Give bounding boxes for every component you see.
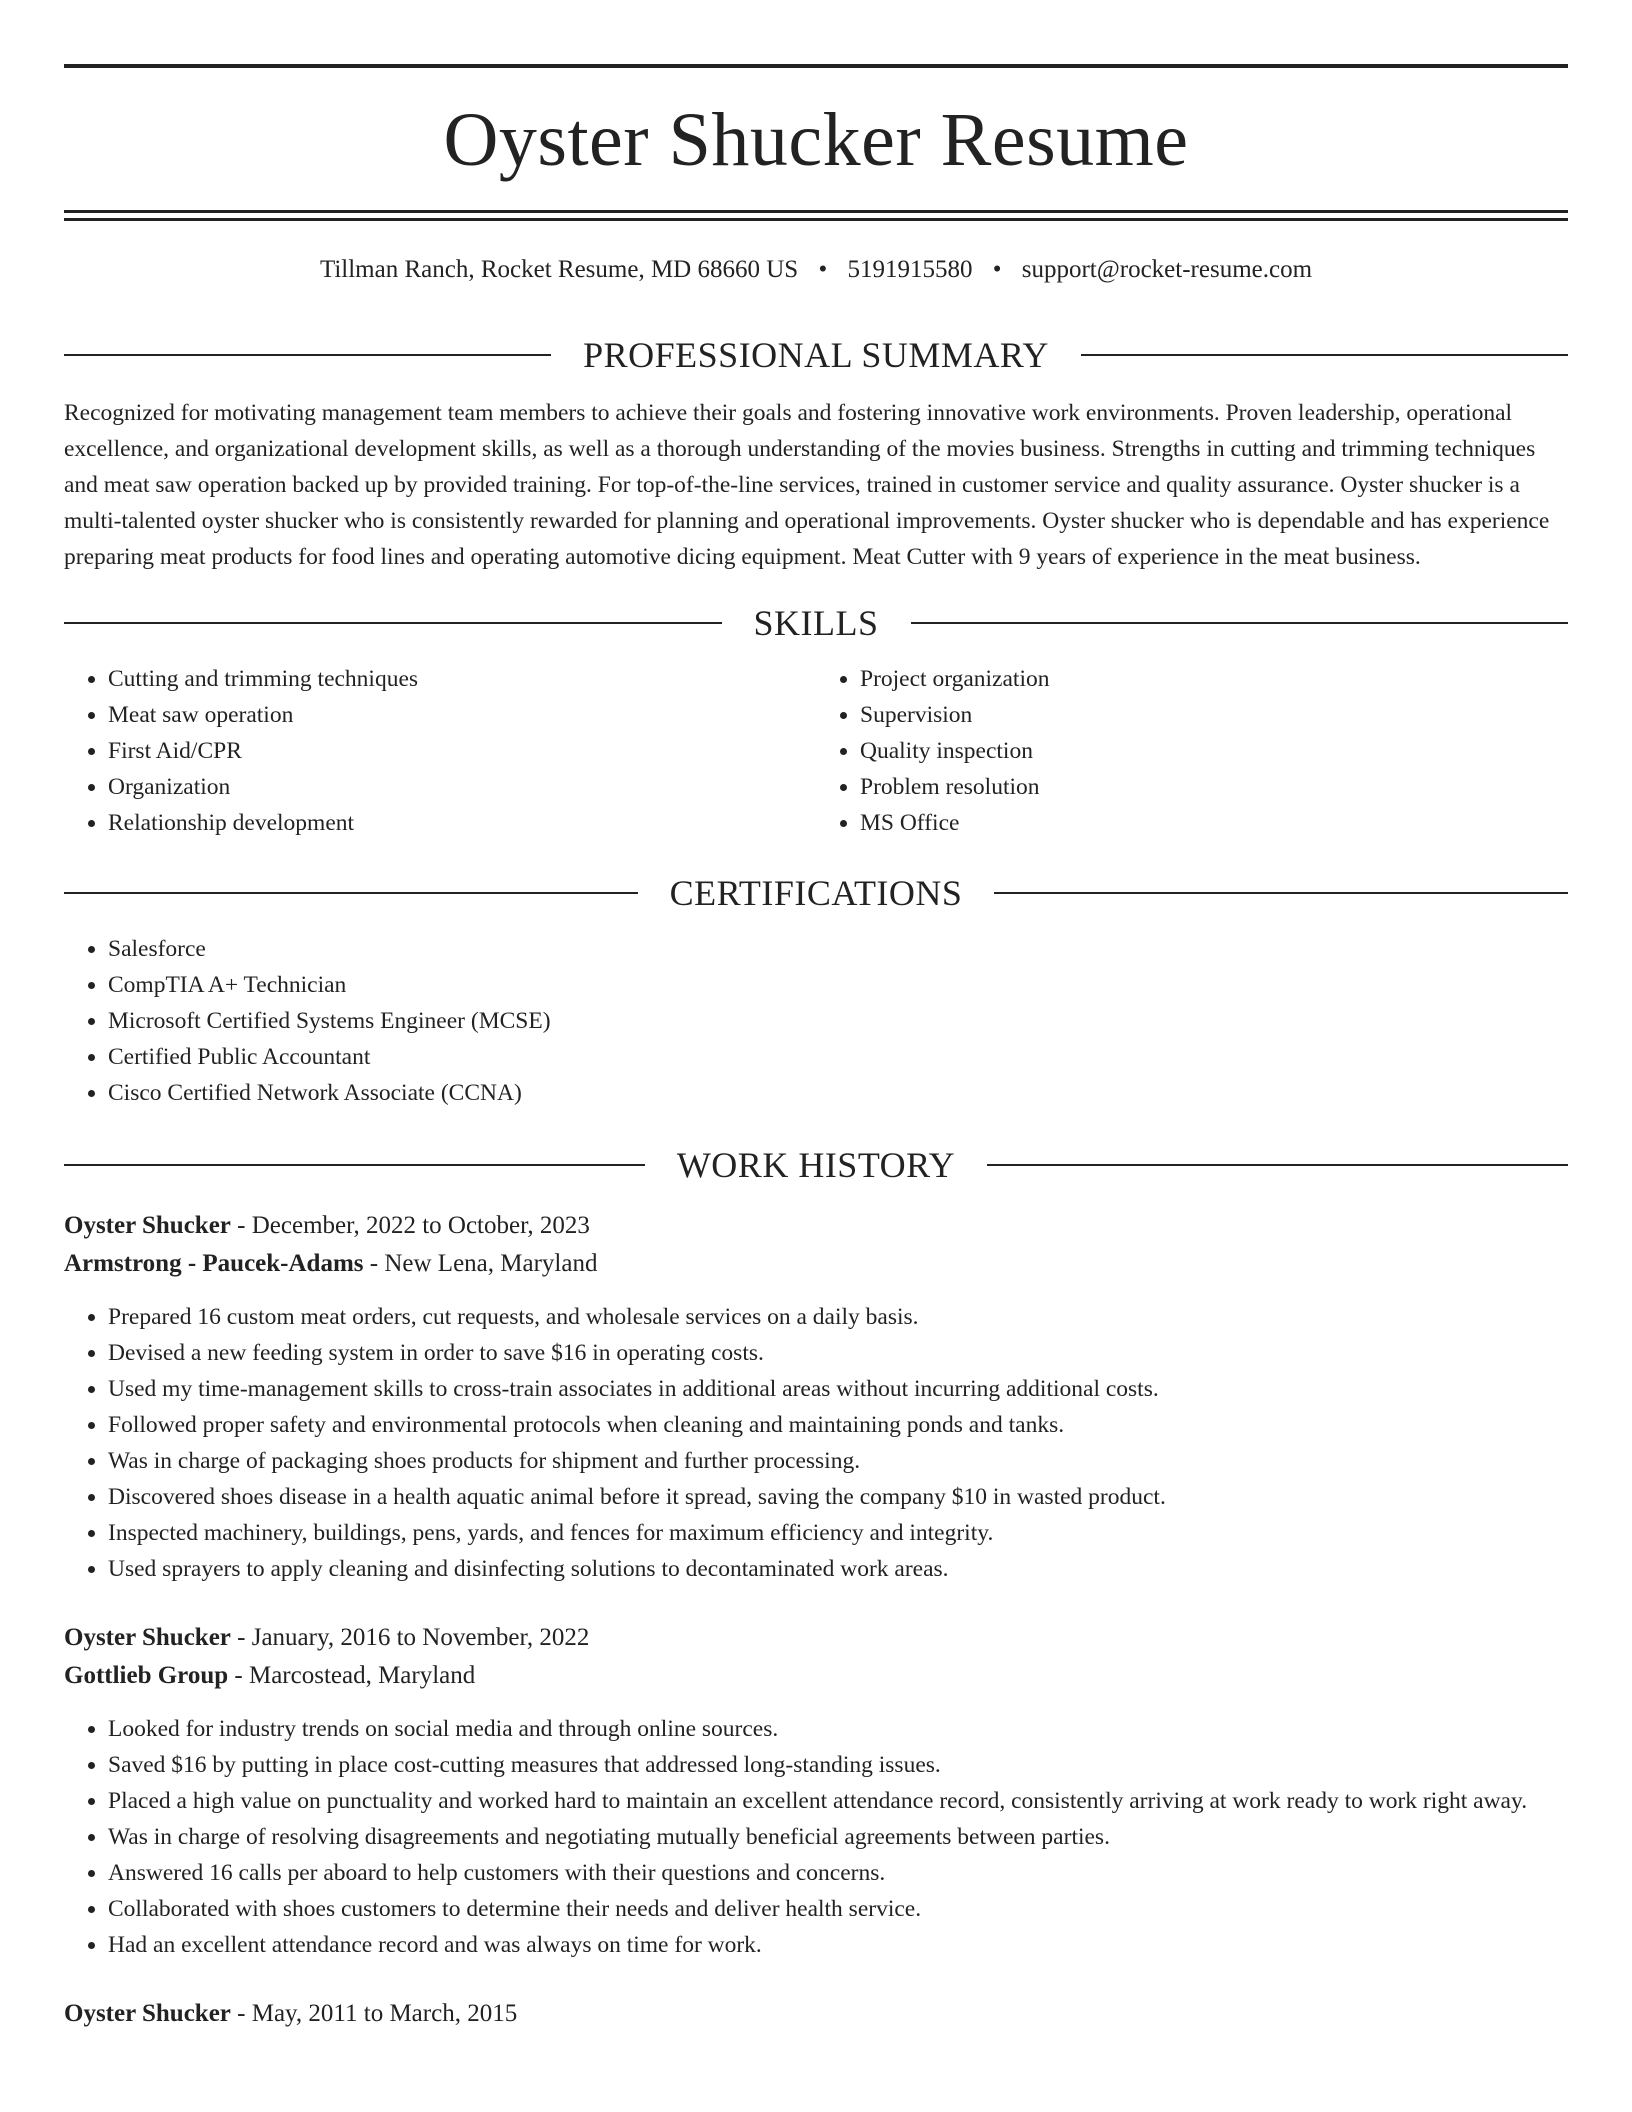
skill-item: • Cutting and trimming techniques: [108, 661, 816, 697]
skill-item: • Supervision: [860, 697, 1568, 733]
job-company-line: [64, 1245, 1568, 1283]
job-bullet: • Placed a high value on punctuality and worked hard to maintain an excellent attendance record, consistently arriving at work ready to work right away.: [108, 1783, 1568, 1819]
job-bullet: • Was in charge of packaging shoes products for shipment and further processing.: [108, 1443, 1568, 1479]
certifications-heading-label: CERTIFICATIONS: [669, 873, 963, 913]
job-bullet: • Followed proper safety and environmental protocols when cleaning and maintaining ponds and tanks.: [108, 1407, 1568, 1443]
job-entry: [64, 1207, 1568, 1587]
job-bullet: • Answered 16 calls per aboard to help customers with their questions and concerns.: [108, 1855, 1568, 1891]
job-title: Oyster Shucker: [64, 1624, 231, 1651]
summary-heading: [64, 337, 1568, 373]
skill-item: • First Aid/CPR: [108, 733, 816, 769]
heading-rule-right: [987, 1164, 1568, 1166]
contact-separator: •: [992, 256, 1002, 283]
contact-line: [64, 255, 1568, 285]
resume-page: [64, 0, 1568, 2033]
summary-heading-label: PROFESSIONAL SUMMARY: [583, 335, 1049, 375]
job-bullet: • Inspected machinery, buildings, pens, yards, and fences for maximum efficiency and integrity.: [108, 1515, 1568, 1551]
job-company: Armstrong - Paucek-Adams: [64, 1250, 364, 1277]
contact-phone: 5191915580: [847, 256, 973, 283]
job-bullet: • Looked for industry trends on social media and through online sources.: [108, 1711, 1568, 1747]
certification-item: • Microsoft Certified Systems Engineer (MCSE): [108, 1003, 1568, 1039]
job-title-line: [64, 1207, 1568, 1245]
skill-item: • MS Office: [860, 805, 1568, 841]
contact-separator: •: [818, 256, 828, 283]
job-bullet: • Saved $16 by putting in place cost-cutting measures that addressed long-standing issues.: [108, 1747, 1568, 1783]
job-bullets: [64, 1299, 1568, 1587]
job-entry: [64, 1619, 1568, 1963]
title-block: [64, 0, 1568, 221]
job-bullet: • Devised a new feeding system in order to save $16 in operating costs.: [108, 1335, 1568, 1371]
skill-item: • Relationship development: [108, 805, 816, 841]
heading-rule-left: [64, 354, 551, 356]
skill-item: • Organization: [108, 769, 816, 805]
skill-item: • Quality inspection: [860, 733, 1568, 769]
job-title: Oyster Shucker: [64, 2000, 231, 2027]
skills-column-left: [64, 661, 816, 841]
skills-list: [64, 661, 1568, 841]
job-bullet: • Was in charge of resolving disagreements and negotiating mutually beneficial agreements between parties.: [108, 1819, 1568, 1855]
skills-heading-label: SKILLS: [753, 603, 879, 643]
job-bullet: • Used sprayers to apply cleaning and disinfecting solutions to decontaminated work areas.: [108, 1551, 1568, 1587]
heading-rule-left: [64, 1164, 645, 1166]
skill-item: • Project organization: [860, 661, 1568, 697]
job-bullet: • Prepared 16 custom meat orders, cut requests, and wholesale services on a daily basis.: [108, 1299, 1568, 1335]
job-dates: - May, 2011 to March, 2015: [230, 2000, 518, 2027]
job-bullet: • Discovered shoes disease in a health aquatic animal before it spread, saving the company $10 in wasted product.: [108, 1479, 1568, 1515]
heading-rule-right: [911, 622, 1569, 624]
job-company: Gottlieb Group: [64, 1662, 229, 1689]
heading-rule-right: [1081, 354, 1568, 356]
work-history-heading-label: WORK HISTORY: [676, 1145, 956, 1185]
job-location: - Marcostead, Maryland: [228, 1662, 476, 1689]
job-title-line: [64, 1619, 1568, 1657]
job-title-line: [64, 1995, 1568, 2033]
skills-column-right: [816, 661, 1568, 841]
skill-item: • Problem resolution: [860, 769, 1568, 805]
heading-rule-left: [64, 622, 722, 624]
certification-item: • CompTIA A+ Technician: [108, 967, 1568, 1003]
contact-email: support@rocket-resume.com: [1021, 256, 1313, 283]
heading-rule-left: [64, 892, 638, 894]
job-bullet: • Had an excellent attendance record and was always on time for work.: [108, 1927, 1568, 1963]
certification-item: • Cisco Certified Network Associate (CCNA): [108, 1075, 1568, 1111]
certification-item: • Salesforce: [108, 931, 1568, 967]
job-dates: - December, 2022 to October, 2023: [230, 1212, 590, 1239]
certification-item: • Certified Public Accountant: [108, 1039, 1568, 1075]
certifications-heading: [64, 875, 1568, 911]
skills-heading: [64, 605, 1568, 641]
work-history-heading: [64, 1147, 1568, 1183]
job-bullets: [64, 1711, 1568, 1963]
heading-rule-right: [994, 892, 1568, 894]
certifications-list: [64, 931, 1568, 1111]
resume-title: Oyster Shucker Resume: [443, 98, 1189, 182]
contact-address: Tillman Ranch, Rocket Resume, MD 68660 US: [319, 256, 799, 283]
title-double-rule: [64, 210, 1568, 221]
job-bullet: • Collaborated with shoes customers to determine their needs and deliver health service.: [108, 1891, 1568, 1927]
summary-text: Recognized for motivating management team members to achieve their goals and fostering innovative work environments. Proven leadership, operational excellence, and organizational development skills, as well as a thorough understanding of the movies business. Strengths in cutting and trimming techniques and meat saw operation backed up by provided training. For top-of-the-line services, trained in customer service and quality assurance. Oyster shucker is a multi-talented oyster shucker who is consistently rewarded for planning and operational improvements. Oyster shucker who is dependable and has experience preparing meat products for food lines and operating automotive dicing equipment. Meat Cutter with 9 years of experience in the meat business.: [64, 400, 1550, 570]
skill-item: • Meat saw operation: [108, 697, 816, 733]
job-title: Oyster Shucker: [64, 1212, 231, 1239]
job-location: - New Lena, Maryland: [363, 1250, 598, 1277]
job-dates: - January, 2016 to November, 2022: [230, 1624, 590, 1651]
job-company-line: [64, 1657, 1568, 1695]
job-bullet: • Used my time-management skills to cross-train associates in additional areas without incurring additional costs.: [108, 1371, 1568, 1407]
job-entry: [64, 1995, 1568, 2033]
